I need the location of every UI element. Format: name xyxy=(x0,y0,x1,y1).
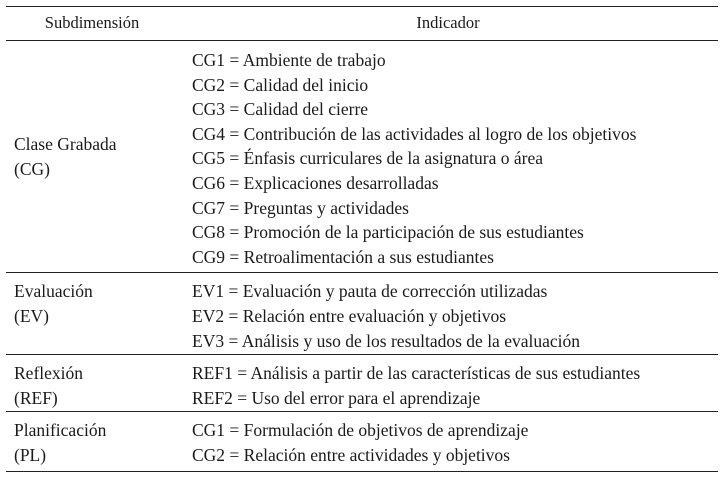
header-subdimension: Subdimensión xyxy=(6,7,178,41)
indicator-item: CG7 = Preguntas y actividades xyxy=(192,197,409,218)
subdimension-name: Reflexión xyxy=(14,363,84,384)
indicator-item: CG1 = Formulación de objetivos de aprendizaje xyxy=(192,420,529,441)
subdimension-code: (CG) xyxy=(14,158,50,179)
indicator-item: CG9 = Retroalimentación a sus estudiantes xyxy=(192,246,494,267)
indicator-item: CG4 = Contribución de las actividades al logro de los objetivos xyxy=(192,123,637,144)
indicator-item: EV1 = Evaluación y pauta de corrección utilizadas xyxy=(192,281,548,302)
indicator-item: CG6 = Explicaciones desarrolladas xyxy=(192,172,439,193)
table-row-evaluacion xyxy=(6,273,718,355)
indicator-cell xyxy=(178,412,718,471)
indicator-table-container xyxy=(6,6,718,472)
indicator-item: CG5 = Énfasis curriculares de la asignatura o área xyxy=(192,148,543,169)
indicator-item: CG8 = Promoción de la participación de sus estudiantes xyxy=(192,222,584,243)
indicator-item: CG2 = Relación entre actividades y objetivos xyxy=(192,444,510,465)
table-header-row xyxy=(6,7,718,41)
indicator-item: CG3 = Calidad del cierre xyxy=(192,99,369,120)
subdimension-code: (PL) xyxy=(14,444,47,465)
header-indicator: Indicador xyxy=(178,7,718,41)
indicator-item: CG2 = Calidad del inicio xyxy=(192,74,369,95)
indicator-item: EV2 = Relación entre evaluación y objetivos xyxy=(192,305,507,326)
indicator-cell xyxy=(178,41,718,273)
indicator-cell xyxy=(178,273,718,355)
subdimension-code: (REF) xyxy=(14,387,58,408)
subdimension-code: (EV) xyxy=(14,305,49,326)
subdimension-name: Planificación xyxy=(14,420,107,441)
subdimension-name: Evaluación xyxy=(14,281,93,302)
indicator-cell xyxy=(178,355,718,412)
table-row-planificacion xyxy=(6,412,718,471)
table-row-reflexion xyxy=(6,355,718,412)
indicator-item: REF2 = Uso del error para el aprendizaje xyxy=(192,387,481,408)
subdimension-cell xyxy=(6,273,178,355)
subdimension-name: Clase Grabada xyxy=(14,134,117,155)
indicator-item: CG1 = Ambiente de trabajo xyxy=(192,50,386,70)
table-row-clase-grabada xyxy=(6,41,718,273)
subdimension-cell xyxy=(6,412,178,471)
indicator-table xyxy=(6,6,718,472)
indicator-item: REF1 = Análisis a partir de las características de sus estudiantes xyxy=(192,363,641,384)
indicator-item: EV3 = Análisis y uso de los resultados de la evaluación xyxy=(192,330,580,351)
subdimension-cell xyxy=(6,355,178,412)
subdimension-cell xyxy=(6,41,178,273)
